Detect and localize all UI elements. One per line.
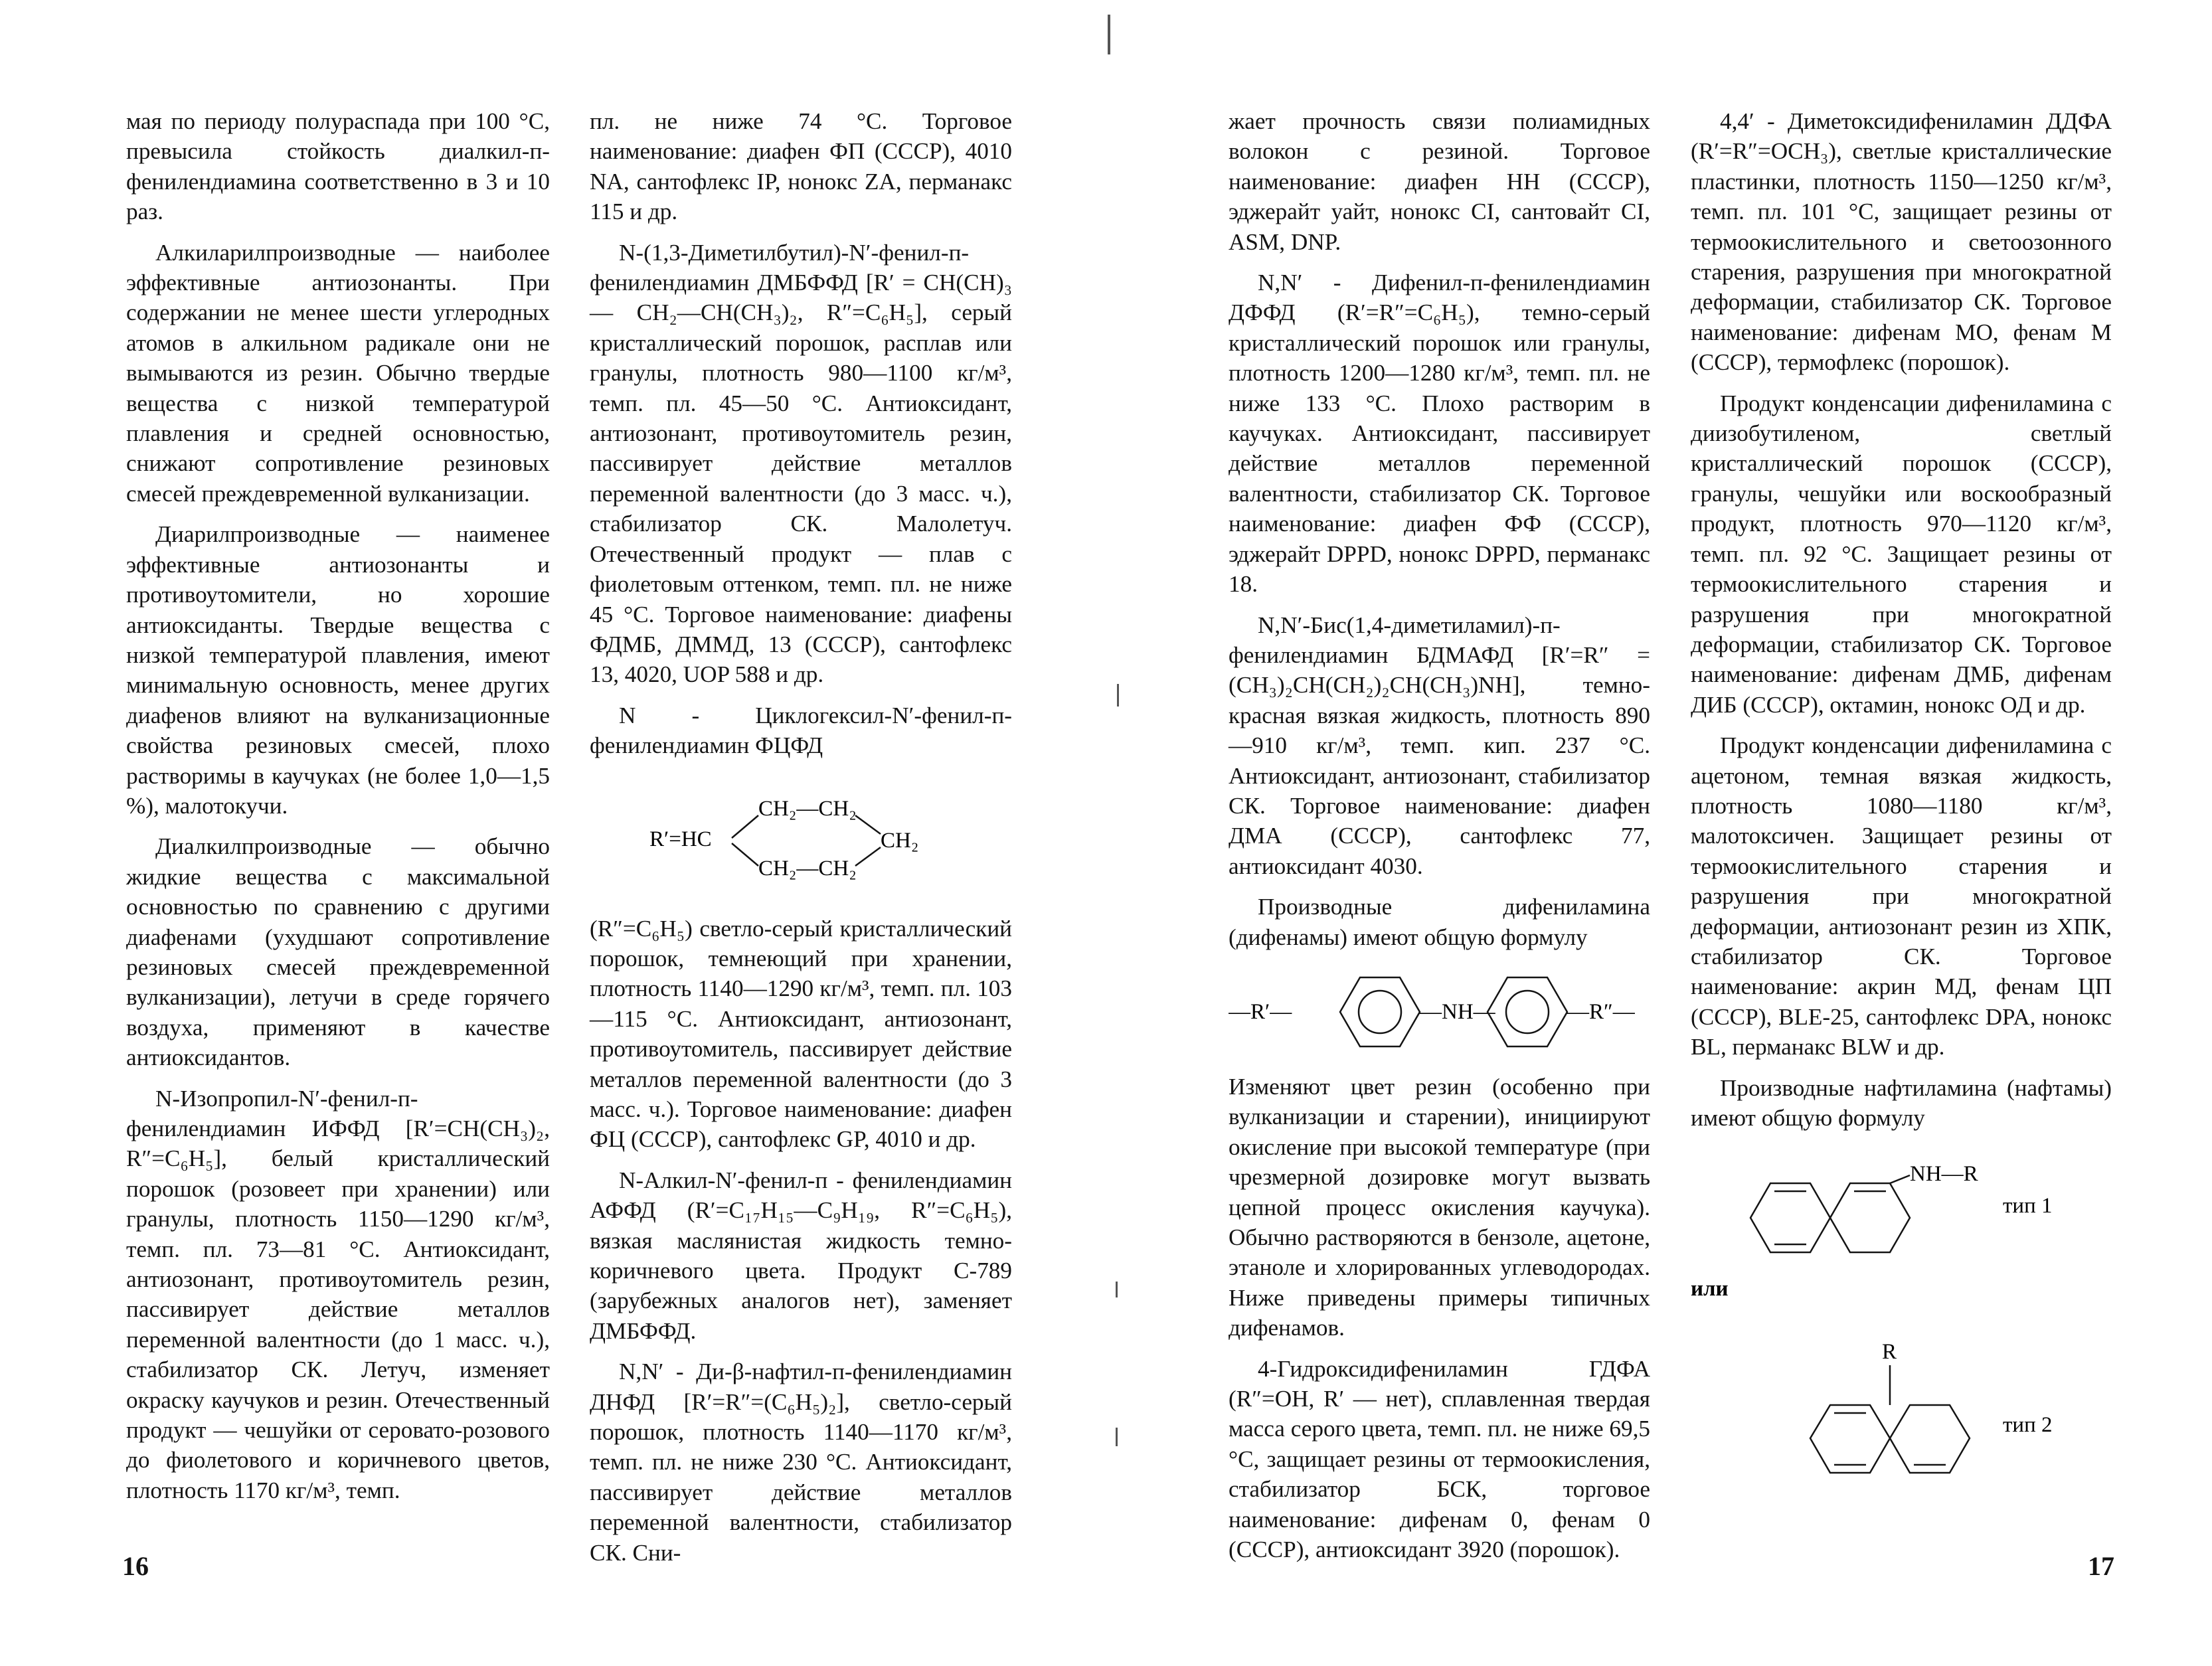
paragraph: Производные дифениламина (дифенамы) имеют общую формулу xyxy=(1229,894,1650,950)
formula-bottom: CH₂—CH₂ xyxy=(758,856,857,880)
paragraph: Продукт конденсации дифениламина с ацетоном, темная вязкая жидкость, плотность 1080—1180 кг/м³, малотоксичен. Защищает резины от термоокислительного старения и разрушения при многократной деформации, антиозонант резин из ХПК, стабилизатор СК. Торговое наименование: акрин МД, фенам ЦП (СССР), BLE-25, сантофлекс DPA, нонокс BL, перманакс BLW и др. xyxy=(1691,732,2112,1060)
paragraph: N-(1,3-Диметилбутил)-N′-фенил-п-фенилендиамин ДМБФФД [R′ = CH(CH)₃ — CH₂—CH(CH₃)₂, R″=C₆H₅], серый кристаллический порошок, расплав или гранулы, плотность 980—1100 кг/м³, темп. пл. 45—50 °С. Антиоксидант, антиозонант, противоутомитель резин, пассивирует действие металлов переменной валентности (до 3 масс. ч.), стабилизатор СК. Малолетуч. Отечественный продукт — плав с фиолетовым оттенком, темп. пл. не ниже 45 °С. Торговое наименование: диафены ФДМБ, ДММД, 13 (СССР), сантофлекс 13, 4020, UOP 588 и др. xyxy=(590,239,1012,688)
type2-substituent: R xyxy=(1882,1340,1897,1365)
page-number-right: 17 xyxy=(2088,1551,2114,1581)
left-page xyxy=(0,0,1089,1666)
diphenylamine-formula xyxy=(1229,965,1650,1058)
right-page xyxy=(1129,0,2212,1666)
paragraph: пл. не ниже 74 °С. Торговое наименование: диафен ФП (СССР), 4010 NA, сантофлекс IP, нонокс ZA, перманакс 115 и др. xyxy=(590,108,1012,225)
right-column-2 xyxy=(1691,106,2112,1571)
paragraph: Диалкилпроизводные — обычно жидкие вещества с максимальной основностью по сравнению с другими диафенами (ухудшают сопротивление резиновых смесей преждевременной вулканизации), летучи в среде горячего воздуха, применяют в качестве антиоксидантов. xyxy=(126,833,550,1071)
naphthylamine-formulas xyxy=(1691,1159,2112,1571)
paragraph: N,N′-Бис(1,4-диметиламил)-п-фенилендиамин БДМАФД [R′=R″ = (CH₃)₂CH(CH₂)₂CH(CH₃)NH], темно-красная вязкая жидкость, плотность 890—910 кг/м³, темп. кип. 237 °С. Антиоксидант, антиозонант, стабилизатор СК. Торговое наименование: диафен ДМА (СССР), сантофлекс 77, антиоксидант 4030. xyxy=(1229,612,1650,879)
naphthylamine-svg xyxy=(1691,1159,2112,1571)
paragraph: Диарилпроизводные — наименее эффективные антиозонанты и противоутомители, но хорошие антиоксиданты. Твердые вещества с низкой температурой плавления, имеют минимальную основность, менее других диафенов влияют на вулканизационные свойства резиновых смесей, плохо растворимы в каучуках (не более 1,0—1,5 %), малотокучи. xyxy=(126,521,550,819)
cyclohexyl-formula xyxy=(590,774,1012,900)
type1-substituent: NH—R xyxy=(1910,1162,1978,1187)
formula-right: —R″— xyxy=(1567,999,1635,1024)
formula-top: CH₂—CH₂ xyxy=(758,796,857,821)
type1-label: тип 1 xyxy=(2003,1194,2053,1218)
diphenylamine-formula-svg xyxy=(1229,965,1650,1058)
cyclohexyl-formula-svg xyxy=(590,774,1012,900)
paragraph: жает прочность связи полиамидных волокон с резиной. Торговое наименование: диафен НН (СССР), эджерайт уайт, нонокс CI, сантовайт CI, ASM, DNP. xyxy=(1229,108,1650,255)
paragraph: мая по периоду полураспада при 100 °С, превысила стойкость диалкил-п-фенилендиамина соответственно в 3 и 10 раз. xyxy=(126,108,550,225)
or-label: или xyxy=(1691,1277,1729,1301)
left-column-1 xyxy=(126,106,550,1505)
paragraph: (R″=C₆H₅) светло-серый кристаллический порошок, темнеющий при хранении, плотность 1140—1290 кг/м³, темп. пл. 103—115 °С. Антиоксидант, антиозонант, противоутомитель, пассивирует действие металлов переменной валентности (до 3 масс. ч.). Торговое наименование: диафен ФЦ (СССР), сантофлекс GP, 4010 и др. xyxy=(590,915,1012,1153)
spine-mark xyxy=(1108,15,1110,54)
paragraph: N-Изопропил-N′-фенил-п-фенилендиамин ИФФД [R′=CH(CH₃)₂, R″=C₆H₅], белый кристаллический порошок (розовеет при хранении) или гранулы, плотность 1150—1290 кг/м³, темп. пл. 73—81 °С. Антиоксидант, антиозонант, противоутомитель резин, пассивирует действие металлов переменной валентности (до 1 масс. ч.), стабилизатор СК. Летуч, изменяет окраску каучуков и резин. Отечественный продукт — чешуйки от серовато-розового до фиолетового и коричневого цветов, плотность 1170 кг/м³, темп. xyxy=(126,1085,550,1503)
spine-mark xyxy=(1116,1282,1118,1297)
paragraph: N - Циклогексил-N′-фенил-п-фенилендиамин ФЦФД xyxy=(590,702,1012,759)
paragraph: 4-Гидроксидифениламин ГДФА (R″=OH, R′ — нет), сплавленная твердая масса серого цвета, темп. пл. не ниже 69,5 °С, защищает резины от термоокисления, стабилизатор БСК, торговое наименование: дифенам 0, фенам 0 (СССР), антиоксидант 3920 (порошок). xyxy=(1229,1355,1650,1563)
paragraph: N-Алкил-N′-фенил-п - фенилендиамин АФФД (R′=C₁₇H₁₅—C₉H₁₉, R″=C₆H₅), вязкая маслянистая жидкость темно-коричневого цвета. Продукт С-789 (зарубежных аналогов нет), заменяет ДМБФФД. xyxy=(590,1167,1012,1344)
paragraph: Алкиларилпроизводные — наиболее эффективные антиозонанты. При содержании не менее шести углеродных атомов в алкильном радикале они не вымываются из резин. Обычно твердые вещества с низкой температурой плавления и средней основностью, снижают сопротивление резиновых смесей преждевременной вулканизации. xyxy=(126,239,550,507)
left-column-2 xyxy=(590,106,1012,1568)
right-column-1 xyxy=(1229,106,1650,1564)
formula-middle: —NH— xyxy=(1420,999,1495,1024)
formula-right: CH₂ xyxy=(881,828,919,853)
formula-left: —R′— xyxy=(1229,999,1292,1024)
page-number-left: 16 xyxy=(122,1551,149,1581)
paragraph: N,N′ - Дифенил-п-фенилендиамин ДФФД (R′=R″=C₆H₅), темно-серый кристаллический порошок или гранулы, плотность 1200—1280 кг/м³, темп. пл. не ниже 133 °С. Плохо растворим в каучуках. Антиоксидант, пассивирует действие металлов переменной валентности, стабилизатор СК. Торговое наименование: диафен ФФ (СССР), эджерайт DPPD, нонокс DPPD, перманакс 18. xyxy=(1229,270,1650,598)
paragraph: 4,4′ - Диметоксидифениламин ДДФА (R′=R″=OCH₃), светлые кристаллические пластинки, плотность 1150—1250 кг/м³, темп. пл. 101 °С, защищает резины от термоокислительного и светоозонного старения, разрушения при многократной деформации, стабилизатор СК. Торговое наименование: дифенам МО, фенам М (СССР), термофлекс (порошок). xyxy=(1691,108,2112,376)
spine-mark xyxy=(1117,684,1119,707)
spine-mark xyxy=(1116,1428,1118,1446)
paragraph: Изменяют цвет резин (особенно при вулканизации и старении), инициируют окисление при высокой температуре (при чрезмерной дозировке могут вызвать цепной процесс окисления каучука). Обычно растворяются в бензоле, ацетоне, этаноле и хлорированных углеводородах. Ниже приведены примеры типичных дифенамов. xyxy=(1229,1073,1650,1341)
formula-rprime: R′=HC xyxy=(649,827,712,851)
type2-label: тип 2 xyxy=(2003,1413,2053,1438)
paragraph: N,N′ - Ди-β-нафтил-п-фенилендиамин ДНФД [R′=R″=(C₆H₅)₂], светло-серый порошок, плотность 1140—1170 кг/м³, темп. пл. не ниже 230 °С. Антиоксидант, пассивирует действие металлов переменной валентности, стабилизатор СК. Сни- xyxy=(590,1359,1012,1566)
paragraph: Продукт конденсации дифениламина с диизобутиленом, светлый кристаллический порошок (СССР), гранулы, чешуйки или воскообразный продукт, плотность 970—1120 кг/м³, темп. пл. 92 °С. Защищает резины от термоокислительного старения и разрушения при многократной деформации, стабилизатор СК. Торговое наименование: дифенам ДМБ, дифенам ДИБ (СССР), октамин, нонокс ОД и др. xyxy=(1691,390,2112,718)
paragraph: Производные нафтиламина (нафтамы) имеют общую формулу xyxy=(1691,1074,2112,1131)
